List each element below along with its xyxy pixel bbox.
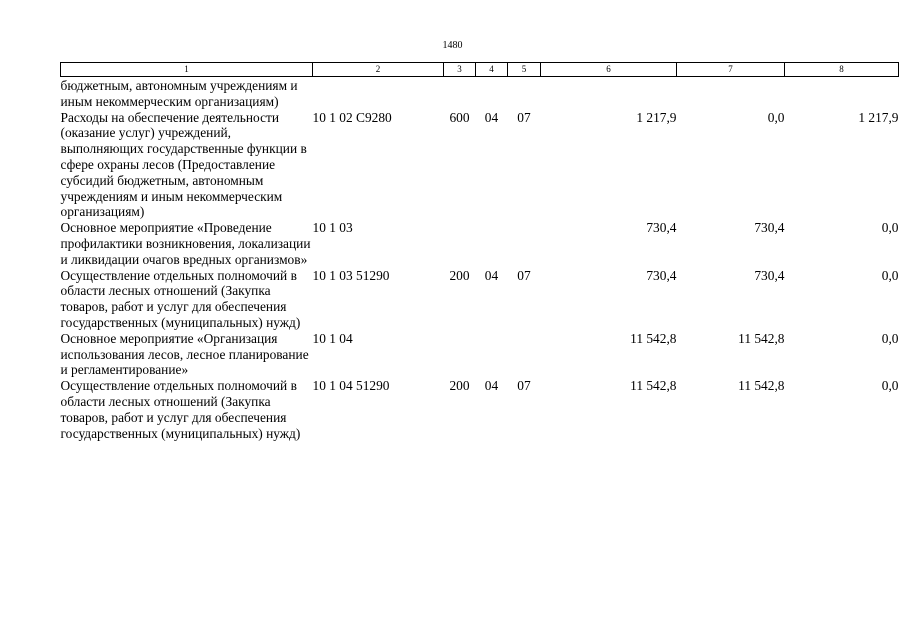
row-target-code: 10 1 03 <box>312 220 353 236</box>
row-sum-federal: 730,4 <box>754 220 785 236</box>
row-section <box>476 77 508 110</box>
row-expense-type <box>444 220 476 267</box>
column-header: 1 <box>61 63 313 77</box>
row-expense-type: 200 <box>449 378 470 394</box>
row-subsection <box>508 220 541 267</box>
column-header: 3 <box>444 63 476 77</box>
row-section: 04 <box>484 378 499 394</box>
row-sum-regional: 1 217,9 <box>858 109 899 125</box>
row-target-code: 10 1 03 51290 <box>312 267 390 283</box>
row-name: бюджетным, автономным учреждениям и иным некоммерческим организациям) <box>60 78 298 109</box>
row-expense-type <box>444 77 476 110</box>
column-header: 6 <box>541 63 677 77</box>
row-subsection <box>508 77 541 110</box>
row-name: Расходы на обеспечение деятельности (оказание услуг) учреждений, выполняющих государственные функции в сфере охраны лесов (Предоставление субсидий бюджетным, автономным учреждениям и иным некоммерческим организациям) <box>60 109 307 220</box>
row-sum-total: 1 217,9 <box>636 109 677 125</box>
row-expense-type <box>444 331 476 378</box>
row-target-code: 10 1 04 51290 <box>312 378 390 394</box>
row-section: 04 <box>484 267 499 283</box>
row-subsection: 07 <box>517 378 531 394</box>
row-target-code: 10 1 02 С9280 <box>312 109 392 125</box>
row-sum-federal: 11 542,8 <box>738 378 785 394</box>
row-target-code: 10 1 04 <box>312 330 353 346</box>
row-subsection <box>508 331 541 378</box>
header-row <box>61 63 899 77</box>
row-name: Осуществление отдельных полномочий в области лесных отношений (Закупка товаров, работ и услуг для обеспечения государственных (муниципальных) нужд) <box>60 267 301 330</box>
row-sum-regional: 0,0 <box>881 267 899 283</box>
row-target-code <box>313 77 444 110</box>
table-row <box>61 220 899 267</box>
row-sum-total: 730,4 <box>646 220 677 236</box>
table-row <box>61 331 899 378</box>
row-sum-federal: 11 542,8 <box>738 330 785 346</box>
column-header: 2 <box>313 63 444 77</box>
row-section <box>476 331 508 378</box>
row-sum-regional: 0,0 <box>881 330 899 346</box>
column-header: 4 <box>476 63 508 77</box>
row-sum-regional: 0,0 <box>881 378 899 394</box>
row-name: Основное мероприятие «Организация использования лесов, лесное планирование и регламентирование» <box>60 330 309 378</box>
row-section: 04 <box>484 109 499 125</box>
row-sum-regional <box>785 77 899 110</box>
row-sum-total: 11 542,8 <box>630 378 677 394</box>
row-subsection: 07 <box>517 267 531 283</box>
row-sum-federal: 0,0 <box>767 109 785 125</box>
column-header: 7 <box>677 63 785 77</box>
row-name: Осуществление отдельных полномочий в области лесных отношений (Закупка товаров, работ и услуг для обеспечения государственных (муниципальных) нужд) <box>60 378 301 441</box>
table-row <box>61 268 899 331</box>
row-sum-federal: 730,4 <box>754 267 785 283</box>
row-sum-total: 730,4 <box>646 267 677 283</box>
table-row <box>61 110 899 221</box>
row-expense-type: 200 <box>449 267 470 283</box>
row-subsection: 07 <box>517 109 531 125</box>
row-sum-total <box>541 77 677 110</box>
row-sum-federal <box>677 77 785 110</box>
page-number: 1480 <box>442 40 463 51</box>
row-sum-total: 11 542,8 <box>630 330 677 346</box>
row-sum-regional: 0,0 <box>881 220 899 236</box>
row-name: Основное мероприятие «Проведение профилактики возникновения, локализации и ликвидации очагов вредных организмов» <box>60 220 311 267</box>
column-header: 5 <box>508 63 541 77</box>
row-section <box>476 220 508 267</box>
row-expense-type: 600 <box>449 109 470 125</box>
column-header: 8 <box>785 63 899 77</box>
table-row <box>61 378 899 441</box>
budget-table <box>60 62 899 441</box>
table-row <box>61 77 899 110</box>
